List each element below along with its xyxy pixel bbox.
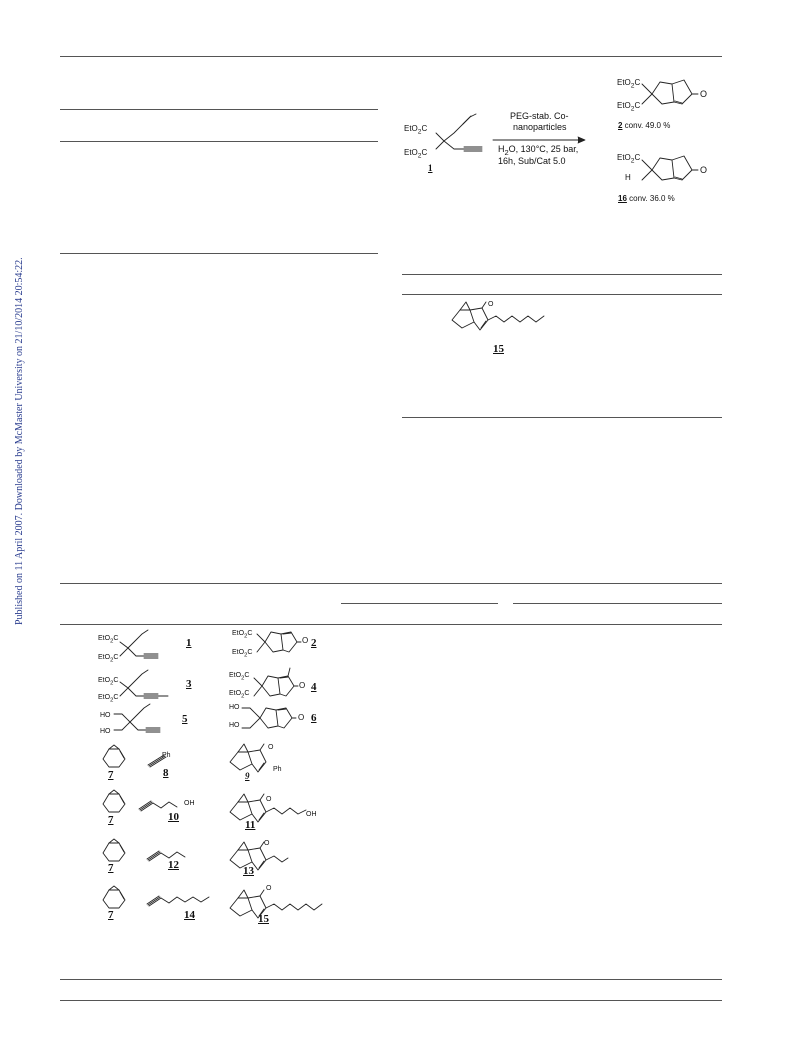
label-7-b: 7 <box>108 814 114 826</box>
side-published-notice <box>2 230 25 625</box>
label-9: 9 <box>245 771 250 781</box>
product-structure-16 <box>640 150 720 194</box>
r2-eto-bottom: EtO$_2$C <box>98 694 119 704</box>
label-14: 14 <box>184 909 195 921</box>
label-10: 10 <box>168 811 179 823</box>
reagent-line-1: PEG-stab. Co- <box>510 111 569 121</box>
r3p-ho-bottom: HO <box>229 722 240 729</box>
structure-3 <box>118 668 178 706</box>
label-11: 11 <box>245 819 256 831</box>
label-7-d: 7 <box>108 909 114 921</box>
r2p-eto-top: EtO$_2$C <box>229 672 250 682</box>
r3-ho-bottom: HO <box>100 728 111 735</box>
compound-15-label-small: 15 <box>493 343 504 355</box>
label-3: 3 <box>186 678 192 690</box>
r1p-eto-top: EtO$_2$C <box>232 630 253 640</box>
compound-15-oxygen-small: O <box>488 301 494 308</box>
r5-product-oh: OH <box>306 811 317 818</box>
rule-right-2 <box>402 294 722 295</box>
structure-10 <box>138 796 186 812</box>
label-4: 4 <box>311 681 317 693</box>
r4-ph: Ph <box>162 752 171 759</box>
label-2: 2 <box>311 637 317 649</box>
published-notice-text: Published on 11 April 2007. Downloaded by McMaster University on 21/10/2014 20:54:22. <box>14 257 25 625</box>
structure-5 <box>112 702 172 740</box>
r7-oxygen: O <box>266 885 272 892</box>
r2-eto-top: EtO$_2$C <box>98 677 119 687</box>
p2-oxygen: O <box>700 165 708 175</box>
product-structure-2 <box>640 74 720 118</box>
rule-footer <box>60 1000 722 1001</box>
r3p-oxygen: O <box>298 713 305 722</box>
r1-eto-bottom: EtO$_2$C <box>98 654 119 664</box>
structure-14 <box>146 891 216 907</box>
reagent-line-2: nanoparticles <box>513 122 567 132</box>
r1p-oxygen: O <box>302 636 309 645</box>
rule-table-bottom <box>60 979 722 980</box>
rule-table-span-2 <box>513 603 722 604</box>
r2p-eto-bottom: EtO$_2$C <box>229 690 250 700</box>
condition-line-2: 16h, Sub/Cat 5.0 <box>498 156 566 166</box>
r1-eto-top: EtO$_2$C <box>98 635 119 645</box>
rule-table-span-1 <box>341 603 498 604</box>
p1-oxygen: O <box>700 89 708 99</box>
condition-line-1: $H_2O$, 130°C, 25 bar, <box>498 144 579 157</box>
r1p-eto-bottom: EtO$_2$C <box>232 649 253 659</box>
r4-product-ph: Ph <box>273 766 282 773</box>
rule-left-1 <box>60 109 378 110</box>
p1-eto2c-top: EtO$_2$C <box>617 78 641 90</box>
p1-conversion: 2 conv. 49.0 % <box>618 121 671 130</box>
label-7-c: 7 <box>108 862 114 874</box>
sm-eto2c-top: EtO$_2$C <box>404 124 428 136</box>
rule-right-3 <box>402 417 722 418</box>
r3-ho-top: HO <box>100 712 111 719</box>
label-5: 5 <box>182 713 188 725</box>
structure-13 <box>226 840 296 874</box>
sm-eto2c-bottom: EtO$_2$C <box>404 148 428 160</box>
label-6: 6 <box>311 712 317 724</box>
r5-oxygen: O <box>266 796 272 803</box>
p2-hydrogen: H <box>625 173 631 182</box>
label-12: 12 <box>168 859 179 871</box>
compound-15-structure-small <box>448 298 558 338</box>
label-13: 13 <box>243 865 254 877</box>
rule-top <box>60 56 722 57</box>
sm-label-1: 1 <box>428 163 433 173</box>
rule-table-head <box>60 624 722 625</box>
p2-eto2c: EtO$_2$C <box>617 153 641 165</box>
p1-eto2c-bottom: EtO$_2$C <box>617 101 641 113</box>
structure-7-d <box>100 886 130 910</box>
structure-7-b <box>100 790 130 814</box>
label-1: 1 <box>186 637 192 649</box>
r4-oxygen: O <box>268 744 274 751</box>
label-7-a: 7 <box>108 769 114 781</box>
label-15: 15 <box>258 913 269 925</box>
rule-left-2 <box>60 141 378 142</box>
structure-7-c <box>100 839 130 863</box>
r2p-oxygen: O <box>299 681 306 690</box>
r6-oxygen: O <box>264 840 270 847</box>
structure-1 <box>118 628 166 666</box>
rule-right-1 <box>402 274 722 275</box>
structure-7-a <box>100 745 130 769</box>
p2-conversion: 16 conv. 36.0 % <box>618 194 675 203</box>
label-8: 8 <box>163 767 169 779</box>
rule-left-3 <box>60 253 378 254</box>
rule-table-top <box>60 583 722 584</box>
sm-structure-1 <box>430 112 490 162</box>
structure-15 <box>226 888 336 922</box>
r3p-ho-top: HO <box>229 704 240 711</box>
r5-oh: OH <box>184 800 195 807</box>
